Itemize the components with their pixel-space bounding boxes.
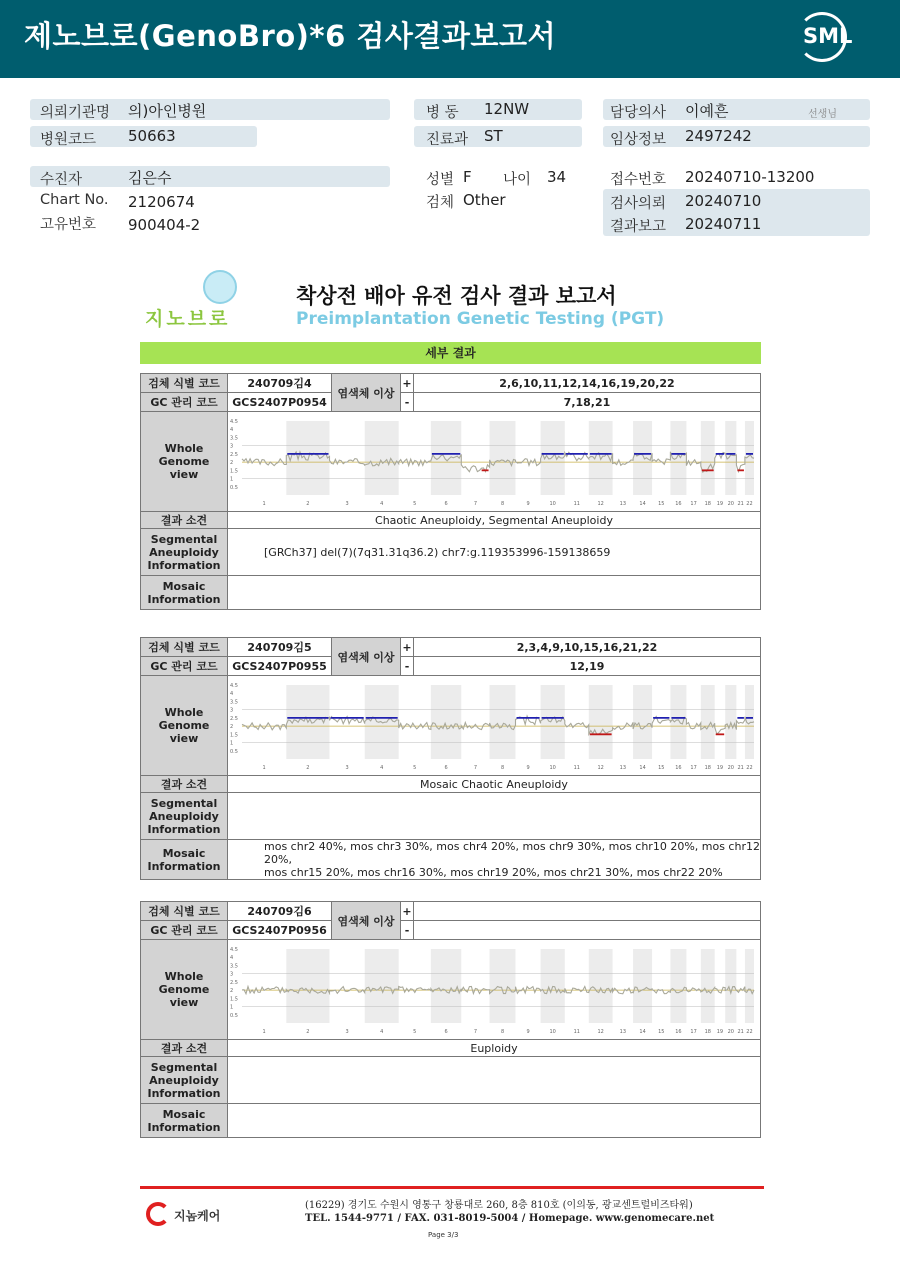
mosaic-value xyxy=(228,1104,761,1138)
report-date-value: 20240711 xyxy=(685,215,762,233)
mosaic-value xyxy=(228,840,761,880)
gc-code-value: GCS2407P0956 xyxy=(228,921,332,940)
y-tick-label: 4 xyxy=(230,954,234,961)
chromosome-band xyxy=(431,685,461,759)
ward-label: 병 동 xyxy=(426,105,459,121)
section-header: 세부 결과 xyxy=(140,342,761,364)
hospital-code-value: 50663 xyxy=(128,127,176,145)
gain-chromosomes xyxy=(414,902,761,921)
genomecare-logo-icon xyxy=(146,1202,170,1226)
x-tick-label: 8 xyxy=(500,500,505,507)
info-bar-patient xyxy=(30,166,390,187)
chromosome-band xyxy=(633,685,652,759)
x-tick-label: 11 xyxy=(573,764,580,771)
mos-label-line2: Information xyxy=(147,592,221,606)
x-tick-label: 7 xyxy=(473,1028,478,1035)
x-tick-label: 5 xyxy=(413,500,417,507)
mos-label-line2: Information xyxy=(147,859,221,873)
loss-chromosomes xyxy=(414,921,761,940)
seg-label-line3: Information xyxy=(147,1086,221,1100)
loss-chromosomes: 12,19 xyxy=(414,657,761,676)
y-tick-label: 1 xyxy=(230,476,234,483)
gain-chromosomes: 2,3,4,9,10,15,16,21,22 xyxy=(414,638,761,657)
wg-label-line3: view xyxy=(169,468,199,481)
mosaic-line1: mos chr2 40%, mos chr3 30%, mos chr4 20%, mos chr9 30%, mos chr10 20%, mos chr12 20%, xyxy=(264,840,760,866)
y-tick-label: 4.5 xyxy=(230,418,238,425)
report-date-label: 결과보고 xyxy=(610,219,667,235)
x-tick-label: 17 xyxy=(690,500,697,507)
x-tick-label: 6 xyxy=(444,764,448,771)
x-tick-label: 4 xyxy=(380,500,384,507)
uid-value: 900404-2 xyxy=(128,216,201,234)
mosaic-label xyxy=(141,576,228,610)
chromosome-band xyxy=(365,421,399,495)
sample-table xyxy=(140,637,761,880)
chromosome-band xyxy=(286,421,329,495)
x-tick-label: 5 xyxy=(413,1028,417,1035)
chromosome-band xyxy=(633,421,652,495)
gc-code-label: GC 관리 코드 xyxy=(141,393,228,412)
doctor-label: 담당의사 xyxy=(610,105,667,121)
chromosome-band xyxy=(490,421,516,495)
specimen-value: Other xyxy=(463,191,506,209)
whole-genome-plot xyxy=(228,677,760,775)
x-tick-label: 7 xyxy=(473,764,478,771)
x-tick-label: 14 xyxy=(639,764,646,771)
specimen-label: 검체 xyxy=(426,195,455,211)
segmental-value xyxy=(228,1057,761,1104)
chromosome-band xyxy=(701,949,715,1023)
x-tick-label: 15 xyxy=(658,500,665,507)
sml-logo-text: SML xyxy=(803,24,853,48)
y-tick-label: 2.5 xyxy=(230,715,238,722)
x-tick-label: 11 xyxy=(573,500,580,507)
abnormal-label: 염색체 이상 xyxy=(332,902,401,940)
patient-value: 김은수 xyxy=(128,169,172,187)
x-tick-label: 10 xyxy=(549,500,556,507)
footer-address-block xyxy=(305,1199,714,1225)
gain-sign: + xyxy=(401,638,414,657)
x-tick-label: 4 xyxy=(380,1028,384,1035)
result-value: Euploidy xyxy=(228,1040,761,1057)
request-value: 20240710 xyxy=(685,192,762,210)
genobro-bulb-icon xyxy=(203,270,237,304)
x-tick-label: 18 xyxy=(704,1028,711,1035)
receipt-label: 접수번호 xyxy=(610,172,667,188)
gain-chromosomes: 2,6,10,11,12,14,16,19,20,22 xyxy=(414,374,761,393)
segmental-label xyxy=(141,1057,228,1104)
gc-code-value: GCS2407P0954 xyxy=(228,393,332,412)
footer-divider xyxy=(140,1186,764,1189)
x-tick-label: 14 xyxy=(639,500,646,507)
y-tick-label: 3.5 xyxy=(230,962,238,969)
genobro-logo-text: 지노브로 xyxy=(145,308,231,330)
chromosome-band xyxy=(701,685,715,759)
sample-id-value: 240709김4 xyxy=(228,374,332,393)
y-tick-label: 0.5 xyxy=(230,484,238,491)
chromosome-band xyxy=(670,949,686,1023)
abnormal-label: 염색체 이상 xyxy=(332,374,401,412)
x-tick-label: 13 xyxy=(619,1028,627,1035)
gc-code-label: GC 관리 코드 xyxy=(141,921,228,940)
whole-genome-label xyxy=(141,676,228,776)
chromosome-band xyxy=(633,949,652,1023)
footer-contact: TEL. 1544-9771 / FAX. 031-8019-5004 / Homepage. www.genomecare.net xyxy=(305,1213,715,1224)
wg-label-line3: view xyxy=(169,996,199,1009)
whole-genome-plot-cell xyxy=(228,940,761,1040)
segmental-label xyxy=(141,529,228,576)
y-tick-label: 1.5 xyxy=(230,731,238,738)
sex-label: 성별 xyxy=(426,172,455,188)
genomecare-logo xyxy=(146,1202,236,1228)
x-tick-label: 3 xyxy=(345,764,349,771)
chromosome-band xyxy=(701,421,715,495)
x-tick-label: 6 xyxy=(444,500,448,507)
y-tick-label: 1 xyxy=(230,740,234,747)
patient-label: 수진자 xyxy=(40,172,83,188)
dept-value: ST xyxy=(484,127,503,145)
x-tick-label: 5 xyxy=(413,764,417,771)
sample-id-value: 240709김6 xyxy=(228,902,332,921)
mosaic-label xyxy=(141,1104,228,1138)
seg-label-line1: Segmental xyxy=(150,796,218,810)
y-tick-label: 2.5 xyxy=(230,451,238,458)
chromosome-band xyxy=(490,685,516,759)
result-value: Mosaic Chaotic Aneuploidy xyxy=(228,776,761,793)
uid-label: 고유번호 xyxy=(40,217,97,233)
y-tick-label: 4 xyxy=(230,426,234,433)
x-tick-label: 15 xyxy=(658,1028,665,1035)
y-tick-label: 0.5 xyxy=(230,748,238,755)
x-tick-label: 2 xyxy=(306,500,310,507)
gain-sign: + xyxy=(401,374,414,393)
wg-label-line1: Whole xyxy=(164,706,204,719)
mosaic-value xyxy=(228,576,761,610)
x-tick-label: 20 xyxy=(727,1028,734,1035)
y-tick-label: 1.5 xyxy=(230,467,238,474)
sml-logo xyxy=(797,12,853,66)
chromosome-band xyxy=(725,949,736,1023)
age-value: 34 xyxy=(547,168,567,186)
doctor-value: 이예흔 xyxy=(685,102,729,120)
wg-label-line3: view xyxy=(169,732,199,745)
gc-code-value: GCS2407P0955 xyxy=(228,657,332,676)
x-tick-label: 2 xyxy=(306,1028,310,1035)
wg-label-line2: Genome xyxy=(158,983,210,996)
segmental-value xyxy=(228,793,761,840)
seg-label-line2: Aneuploidy xyxy=(149,809,219,823)
x-tick-label: 10 xyxy=(549,764,556,771)
sample-id-label: 검체 식별 코드 xyxy=(141,374,228,393)
y-tick-label: 3.5 xyxy=(230,698,238,705)
sample-table xyxy=(140,901,761,1138)
hospital-code-label: 병원코드 xyxy=(40,132,97,148)
chromosome-band xyxy=(431,949,461,1023)
x-tick-label: 9 xyxy=(526,500,530,507)
chart-label: Chart No. xyxy=(40,192,109,208)
abnormal-label: 염색체 이상 xyxy=(332,638,401,676)
y-tick-label: 4.5 xyxy=(230,946,238,953)
x-tick-label: 22 xyxy=(746,1028,753,1035)
x-tick-label: 18 xyxy=(704,500,711,507)
mos-label-line1: Mosaic xyxy=(162,579,206,593)
institution-value: 의)아인병원 xyxy=(128,102,207,120)
x-tick-label: 22 xyxy=(746,764,753,771)
sample-table xyxy=(140,373,761,610)
chromosome-band xyxy=(589,685,613,759)
x-tick-label: 9 xyxy=(526,1028,530,1035)
y-tick-label: 1 xyxy=(230,1004,234,1011)
footer-address: (16229) 경기도 수원시 영통구 창룡대로 260, 8층 810호 (이의동, 광교센트럴비즈타워) xyxy=(305,1200,693,1211)
wg-label-line1: Whole xyxy=(164,442,204,455)
x-tick-label: 18 xyxy=(704,764,711,771)
report-subtitle: Preimplantation Genetic Testing (PGT) xyxy=(296,309,665,329)
request-label: 검사의뢰 xyxy=(610,196,667,212)
chart-value: 2120674 xyxy=(128,193,195,211)
wg-label-line1: Whole xyxy=(164,970,204,983)
x-tick-label: 1 xyxy=(262,500,266,507)
clinical-label: 임상정보 xyxy=(610,132,667,148)
y-tick-label: 2 xyxy=(230,987,234,994)
receipt-value: 20240710-13200 xyxy=(685,168,815,186)
x-tick-label: 12 xyxy=(597,500,604,507)
mos-label-line2: Information xyxy=(147,1120,221,1134)
segmental-value: [GRCh37] del(7)(7q31.31q36.2) chr7:g.119353996-159138659 xyxy=(228,529,761,576)
whole-genome-plot-cell xyxy=(228,676,761,776)
report-header xyxy=(0,0,900,78)
x-tick-label: 8 xyxy=(500,764,505,771)
x-tick-label: 16 xyxy=(675,500,682,507)
chromosome-band xyxy=(490,949,516,1023)
whole-genome-label xyxy=(141,940,228,1040)
page-number: Page 3/3 xyxy=(428,1231,459,1239)
age-label: 나이 xyxy=(503,172,532,188)
seg-label-line2: Aneuploidy xyxy=(149,1073,219,1087)
y-tick-label: 3 xyxy=(230,443,234,450)
y-tick-label: 2 xyxy=(230,459,234,466)
chromosome-band xyxy=(365,949,399,1023)
x-tick-label: 20 xyxy=(727,500,734,507)
report-header-title: 제노브로(GenoBro)*6 검사결과보고서 xyxy=(24,19,556,53)
gc-code-label: GC 관리 코드 xyxy=(141,657,228,676)
result-label: 결과 소견 xyxy=(141,776,228,793)
whole-genome-label xyxy=(141,412,228,512)
whole-genome-plot-cell xyxy=(228,412,761,512)
x-tick-label: 17 xyxy=(690,764,697,771)
x-tick-label: 21 xyxy=(737,1028,744,1035)
sample-id-label: 검체 식별 코드 xyxy=(141,638,228,657)
x-tick-label: 4 xyxy=(380,764,384,771)
chromosome-band xyxy=(541,685,565,759)
seg-label-line3: Information xyxy=(147,558,221,572)
chromosome-band xyxy=(589,949,613,1023)
doctor-suffix: 선생님 xyxy=(808,109,837,120)
x-tick-label: 21 xyxy=(737,500,744,507)
result-value: Chaotic Aneuploidy, Segmental Aneuploidy xyxy=(228,512,761,529)
x-tick-label: 19 xyxy=(716,1028,724,1035)
seg-label-line2: Aneuploidy xyxy=(149,545,219,559)
x-tick-label: 8 xyxy=(500,1028,505,1035)
x-tick-label: 19 xyxy=(716,500,724,507)
y-tick-label: 0.5 xyxy=(230,1012,238,1019)
x-tick-label: 19 xyxy=(716,764,724,771)
mosaic-label xyxy=(141,840,228,880)
y-tick-label: 3 xyxy=(230,971,234,978)
report-title: 착상전 배아 유전 검사 결과 보고서 xyxy=(296,284,617,308)
seg-label-line1: Segmental xyxy=(150,532,218,546)
ward-value: 12NW xyxy=(484,100,530,118)
genobro-logo xyxy=(145,270,255,330)
x-tick-label: 14 xyxy=(639,1028,646,1035)
mos-label-line1: Mosaic xyxy=(162,846,206,860)
chromosome-band xyxy=(670,685,686,759)
x-tick-label: 12 xyxy=(597,764,604,771)
whole-genome-plot xyxy=(228,413,760,511)
x-tick-label: 3 xyxy=(345,1028,349,1035)
x-tick-label: 15 xyxy=(658,764,665,771)
x-tick-label: 16 xyxy=(675,1028,682,1035)
sample-id-value: 240709김5 xyxy=(228,638,332,657)
sex-value: F xyxy=(463,168,472,186)
y-tick-label: 2 xyxy=(230,723,234,730)
x-tick-label: 16 xyxy=(675,764,682,771)
x-tick-label: 21 xyxy=(737,764,744,771)
mos-label-line1: Mosaic xyxy=(162,1107,206,1121)
y-tick-label: 3 xyxy=(230,707,234,714)
result-label: 결과 소견 xyxy=(141,512,228,529)
chromosome-band xyxy=(286,949,329,1023)
wg-label-line2: Genome xyxy=(158,719,210,732)
y-tick-label: 1.5 xyxy=(230,995,238,1002)
y-tick-label: 2.5 xyxy=(230,979,238,986)
x-tick-label: 2 xyxy=(306,764,310,771)
segmental-label xyxy=(141,793,228,840)
institution-label: 의뢰기관명 xyxy=(40,105,111,121)
x-tick-label: 9 xyxy=(526,764,530,771)
chromosome-band xyxy=(745,949,754,1023)
genomecare-logo-text: 지놈케어 xyxy=(174,1209,221,1223)
gain-sign: + xyxy=(401,902,414,921)
y-tick-label: 4.5 xyxy=(230,682,238,689)
seg-label-line1: Segmental xyxy=(150,1060,218,1074)
x-tick-label: 1 xyxy=(262,764,266,771)
x-tick-label: 11 xyxy=(573,1028,580,1035)
wg-label-line2: Genome xyxy=(158,455,210,468)
dept-label: 진료과 xyxy=(426,132,469,148)
result-label: 결과 소견 xyxy=(141,1040,228,1057)
x-tick-label: 12 xyxy=(597,1028,604,1035)
x-tick-label: 6 xyxy=(444,1028,448,1035)
y-tick-label: 4 xyxy=(230,690,234,697)
loss-chromosomes: 7,18,21 xyxy=(414,393,761,412)
loss-sign: - xyxy=(401,657,414,676)
x-tick-label: 1 xyxy=(262,1028,266,1035)
sample-id-label: 검체 식별 코드 xyxy=(141,902,228,921)
loss-sign: - xyxy=(401,921,414,940)
x-tick-label: 3 xyxy=(345,500,349,507)
x-tick-label: 10 xyxy=(549,1028,556,1035)
mosaic-line2: mos chr15 20%, mos chr16 30%, mos chr19 20%, mos chr21 30%, mos chr22 20% xyxy=(264,866,723,879)
whole-genome-plot xyxy=(228,941,760,1039)
x-tick-label: 22 xyxy=(746,500,753,507)
y-tick-label: 3.5 xyxy=(230,434,238,441)
x-tick-label: 20 xyxy=(727,764,734,771)
x-tick-label: 7 xyxy=(473,500,478,507)
seg-label-line3: Information xyxy=(147,822,221,836)
clinical-value: 2497242 xyxy=(685,127,752,145)
x-tick-label: 13 xyxy=(619,764,627,771)
loss-sign: - xyxy=(401,393,414,412)
x-tick-label: 17 xyxy=(690,1028,697,1035)
x-tick-label: 13 xyxy=(619,500,627,507)
